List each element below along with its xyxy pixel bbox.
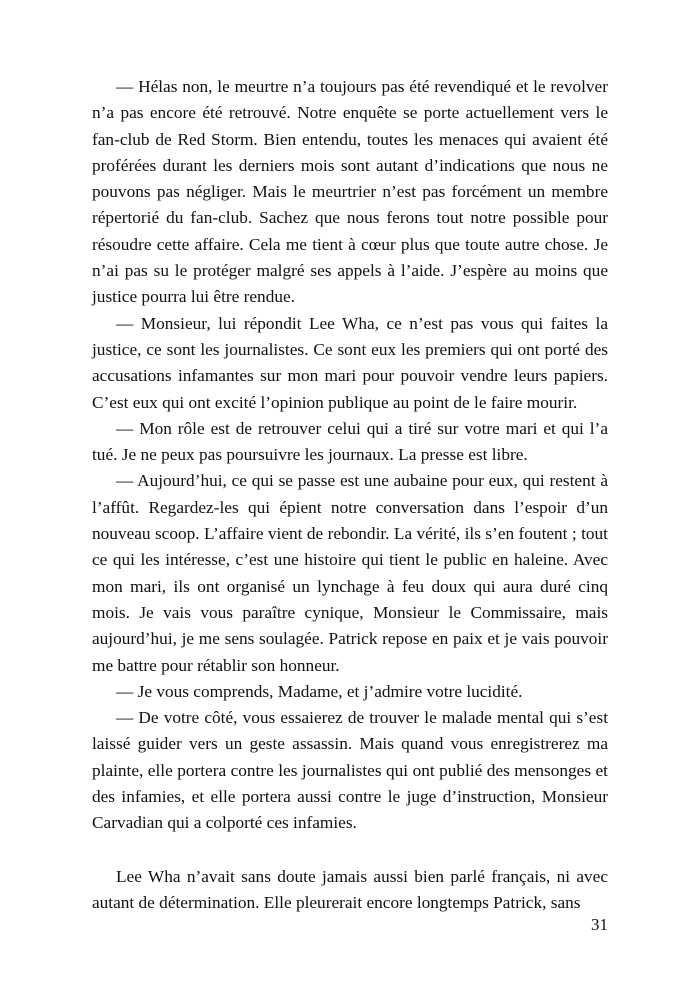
body-text (92, 74, 608, 916)
page-number: 31 (591, 915, 608, 934)
paragraph-6: — De votre côté, vous essaierez de trouver le malade mental qui s’est laissé guider vers un geste assassin. Mais quand vous enregistrerez ma plainte, elle portera contre les journalistes qui ont publié des mensonges et des infamies, et elle portera aussi contre le juge d’instruction, Monsieur Carvadian qui a colporté ces infamies. (92, 708, 608, 833)
paragraph-7: Lee Wha n’avait sans doute jamais aussi bien parlé français, ni avec autant de détermination. Elle pleurerait encore longtemps Patrick, sans (92, 866, 608, 912)
paragraph-1: — Hélas non, le meurtre n’a toujours pas été revendiqué et le revolver n’a pas encore été retrouvé. Notre enquête se porte actuellement vers le fan-club de Red Storm. Bien entendu, toutes les menaces qui avaient été proférées durant les derniers mois sont autant d’indications que nous ne pouvons pas négliger. Mais le meurtrier n’est pas forcément un membre répertorié du fan-club. Sachez que nous ferons tout notre possible pour résoudre cette affaire. Cela me tient à cœur plus que toute autre chose. Je n’ai pas su le protéger malgré ses appels à l’aide. J’espère au moins que justice pourra lui être rendue. (92, 77, 608, 307)
paragraph-4: — Aujourd’hui, ce qui se passe est une aubaine pour eux, qui restent à l’affût. Regardez-les qui épient notre conversation dans l’espoir d’un nouveau scoop. L’affaire vient de rebondir. La vérité, ils s’en foutent ; tout ce qui les intéresse, c’est une histoire qui tient le public en haleine. Avec mon mari, ils ont organisé un lynchage à feu doux qui aura duré cinq mois. Je vais vous paraître cynique, Monsieur le Commissaire, mais aujourd’hui, je me sens soulagée. Patrick repose en paix et je vais pouvoir me battre pour rétablir son honneur. (92, 471, 608, 675)
paragraph-3: — Mon rôle est de retrouver celui qui a tiré sur votre mari et qui l’a tué. Je ne peux pas poursuivre les journaux. La presse est libre. (92, 418, 608, 465)
paragraph-spacer (92, 837, 608, 864)
paragraph-5: — Je vous comprends, Madame, et j’admire votre lucidité. (116, 681, 523, 701)
paragraph-2: — Monsieur, lui répondit Lee Wha, ce n’est pas vous qui faites la justice, ce sont les journalistes. Ce sont eux les premiers qui ont porté des accusations infamantes sur mon mari pour pouvoir vendre leurs papiers. C’est eux qui ont excité l’opinion publique au point de le faire mourir. (92, 313, 608, 412)
